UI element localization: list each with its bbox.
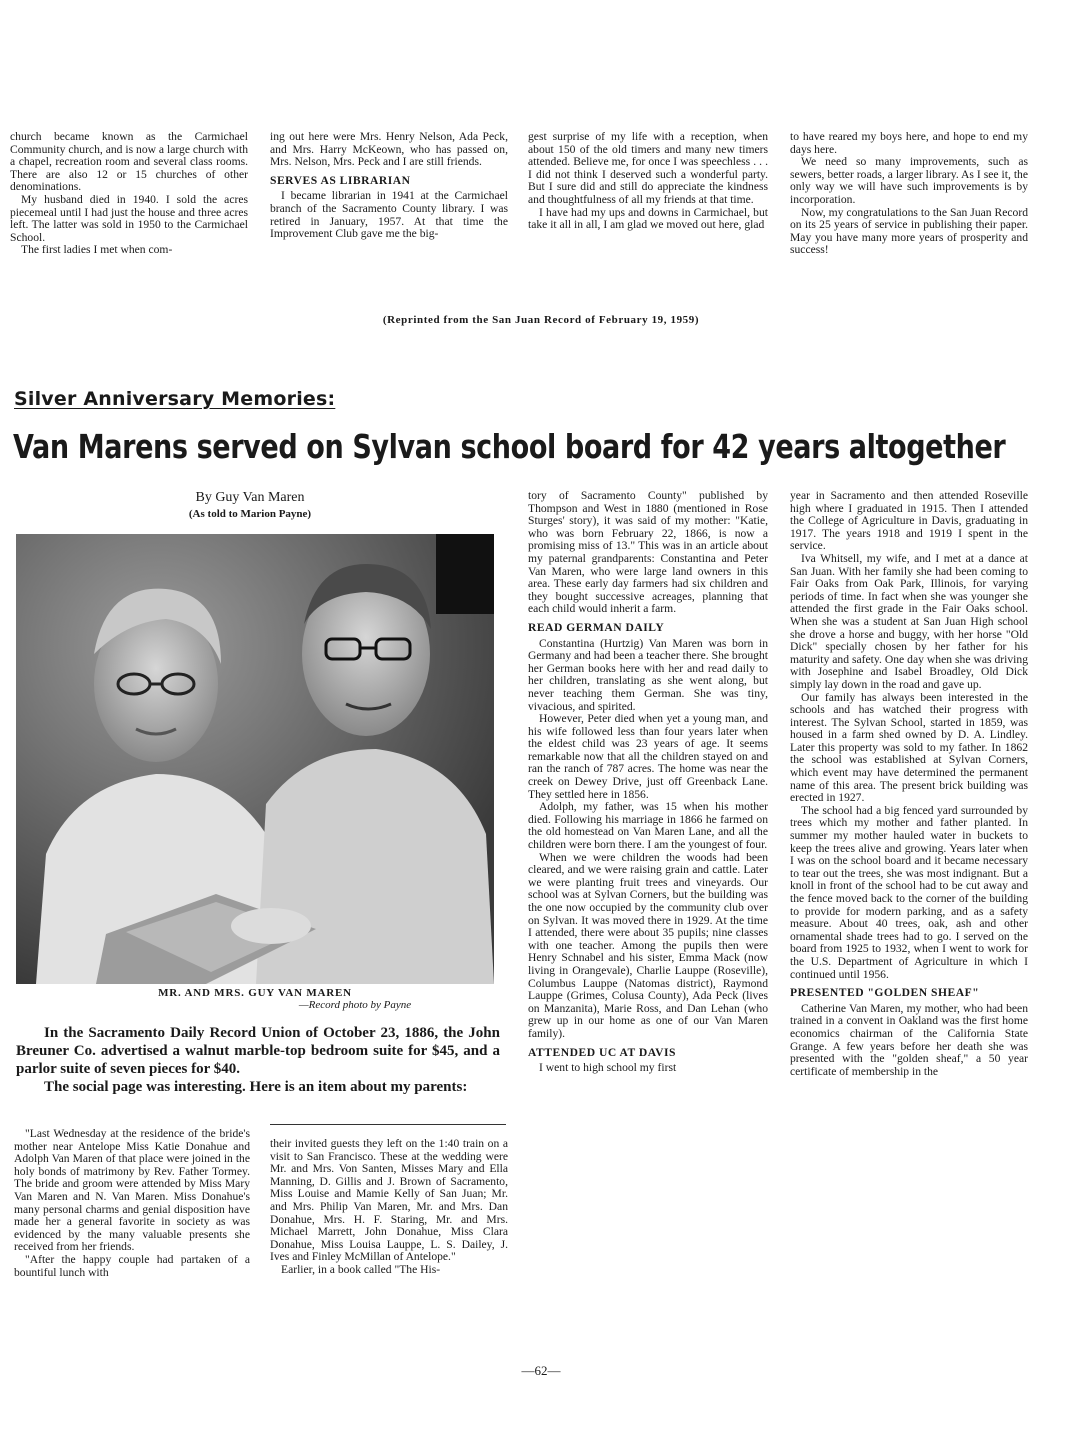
lede-para-2: The social page was interesting. Here is an item about my parents:	[44, 1079, 468, 1095]
caption-text: MR. AND MRS. GUY VAN MAREN	[158, 987, 352, 999]
story-col4-para-2: Iva Whitsell, my wife, and I met at a dance at San Juan. With her family she had been coming to Fair Oaks from Oak Park, Illinois, for varying periods of time. In fact when she was younger she attended the first grade in the Fair Oaks school. When she was a student at San Juan High school she drove a horse and buggy, with her horse "Old Dick" specially chosen by her father for his maturity and safety. One day when she was driving with Josephine and Isabel Broadley, Old Dick simply lay down in the road and gave up.	[790, 551, 1028, 691]
top-col4-para-2: We need so many improvements, such as sewers, better roads, a larger library. As I see it, the only way we will have such improvements is by incorporation.	[790, 155, 1028, 206]
top-column-3	[528, 131, 768, 232]
subhead-presented-golden-sheaf: PRESENTED "GOLDEN SHEAF"	[790, 986, 980, 1000]
photo-caption	[16, 987, 494, 1011]
top-col1-para-3: The first ladies I met when com-	[21, 243, 173, 257]
headline: Van Marens served on Sylvan school board for 42 years altogether	[13, 427, 1006, 466]
subhead-attended-uc-at-davis: ATTENDED UC AT DAVIS	[528, 1045, 676, 1059]
top-col4-para-3: Now, my congratulations to the San Juan Record on its 25 years of service in publishing their paper. May you have many more years of prosperity and success!	[790, 205, 1028, 257]
subhead-read-german-daily: READ GERMAN DAILY	[528, 620, 665, 634]
top-column-2	[270, 131, 508, 241]
photo-mr-mrs-van-maren	[16, 534, 494, 984]
byline-as-told: (As told to Marion Payne)	[188, 508, 312, 520]
section-kicker: Silver Anniversary Memories:	[14, 388, 336, 410]
divider-rule	[270, 1124, 506, 1125]
story-col3-para-3: However, Peter died when yet a young man, and his wife followed less than four years later when the eldest child was 23 years of age. It seems remarkable now that all the children stayed on and ran the ranch of 787 acres. The home was near the creek on Dewey Drive, just off Greenback Lane. They settled here in 1856.	[528, 712, 768, 801]
story-column-1	[14, 1128, 250, 1279]
story-col3-para-1: tory of Sacramento County" published by Thompson and West in 1880 (mentioned in Rose Sturges' story), it was said of my mother: "Katie, who was born February 22, 1866, is now a promising miss of 13." This was in an article about my paternal grandparents: Constantina and Peter Van Maren, who were large land owners in this area. These early day farmers had six children and they bought successive acreages, planning that each child would inherit a farm.	[528, 489, 768, 616]
top-col2-para-2: I became librarian in 1941 at the Carmichael branch of the Sacramento County library. I was retired in January, 1957. At that time the Improvement Club gave me the big-	[270, 189, 508, 241]
lede-para-1: In the Sacramento Daily Record Union of October 23, 1886, the John Breuner Co. advertised a walnut marble-top bedroom suite for $45, and a parlor suite of seven pieces for $40.	[16, 1025, 500, 1077]
top-col3-para-1: gest surprise of my life with a reception, when about 150 of the old timers and many new timers attended. Believe me, for once I was speechless . . . I did not think I deserved such a wonderful party. But I sure did and still do appreciate the kindness and thoughtfulness of all my friends at that time.	[528, 130, 768, 206]
story-col3-para-6: I went to high school my first	[539, 1061, 677, 1075]
story-col3-para-4: Adolph, my father, was 15 when his mother died. Following his marriage in 1866 he farmed on the old homestead on Van Maren Lane, and all the children were born there. I am the youngest of four.	[528, 800, 768, 852]
photo-illustration	[16, 534, 494, 984]
story-col2-para-2: Earlier, in a book called "The His-	[281, 1262, 441, 1276]
story-col4-para-5: Catherine Van Maren, my mother, who had been trained in a convent in Oakland was the first home economics chairman of the California State Grange. A few years before her death she was presented with the "golden sheaf," a 50 year certificate of membership in the	[790, 1001, 1028, 1078]
story-col4-para-3: Our family has always been interested in the schools and has watched their progress with interest. The Sylvan School, started in 1859, was housed in a farm shed owned by D. A. Lindley. Later this property was sold to my father. In 1862 the school was established at Sylvan Corners, which event may have determined the permanent name of this area. The present brick building was erected in 1927.	[790, 690, 1028, 805]
lede	[16, 1024, 500, 1096]
story-column-2	[270, 1138, 508, 1277]
reprint-note: (Reprinted from the San Juan Record of February 19, 1959)	[382, 314, 700, 326]
top-col3-para-2: I have had my ups and downs in Carmichael, but take it all in all, I am glad we moved out here, glad	[528, 205, 768, 232]
top-col2-para-1: ing out here were Mrs. Henry Nelson, Ada Peck, and Mrs. Harry McKeown, who has passed on, Mrs. Nelson, Mrs. Peck and I are still friends.	[270, 130, 508, 169]
story-col4-para-1: year in Sacramento and then attended Roseville high where I graduated in 1915. Then I attended the College of Agriculture in Davis, graduating in 1917. The years 1918 and 1919 I spent in the service.	[790, 489, 1028, 553]
top-column-1	[10, 131, 248, 257]
page-number: —62—	[521, 1363, 561, 1378]
top-col4-para-1: to have reared my boys here, and hope to end my days here.	[790, 130, 1028, 156]
top-col1-para-1: church became known as the Carmichael Community church, and is now a large church with a chapel, recreation room and several class rooms. There are also 12 or 15 churches of other denominations.	[10, 130, 248, 194]
story-column-4	[790, 490, 1028, 1078]
byline	[120, 490, 380, 522]
top-col1-para-2: My husband died in 1940. I sold the acres piecemeal until I had just the house and three acres left. The latter was sold in 1950 to the Carmichael School.	[10, 192, 248, 244]
byline-author: By Guy Van Maren	[195, 490, 305, 505]
story-col3-para-2: Constantina (Hurtzig) Van Maren was born in Germany and had been a teacher there. She brought her German books here with her and read daily to her children, translating as she went along, but never teaching them German. She was tiny, vivacious, and spirited.	[528, 636, 768, 713]
top-column-4	[790, 131, 1028, 257]
story-col2-para-1: their invited guests they left on the 1:40 train on a visit to San Francisco. These at the wedding were Mr. and Mrs. Von Santen, Misses Mary and Ella Manning, D. Gillis and J. Brown of Sacramento, Miss Louise and Mamie Kelly of San Juan; Mr. and Mrs. Philip Van Maren, Mr. and Mrs. Dan Donahue, Mrs. H. F. Staring, Mr. and Mrs. Michael Marrett, John Donahue, Miss Clara Donahue, Miss Louisa Lauppe, L. S. Dailey, J. Ives and Finley McMillan of Antelope."	[270, 1137, 508, 1264]
story-col1-para-2: "After the happy couple had partaken of a bountiful lunch with	[14, 1252, 250, 1279]
subhead-serves-as-librarian: SERVES AS LIBRARIAN	[270, 173, 411, 187]
photo-credit: —Record photo by Payne	[298, 999, 412, 1011]
story-col3-para-5: When we were children the woods had been cleared, and we were raising grain and cattle. Later we were planting fruit trees and vineyards. Our school was at Sylvan Corners, but the building was the one now occupied by the community club over on Sylvan. It was moved there in 1929. At the time I attended, there were about 35 pupils; nine classes with one teacher. Among the pupils then were Henry Schnabel and his sister, Emma Mack (now living in Orangevale), Charlie Lauppe (Roseville), Columbus Lauppe (Natomas district), Raymond Lauppe (Grimes, Colusa County), Ada Peck (lives on Manzanita), Marie Ross, and Dan Lehan (who grew up in our home as one of our Van Maren family).	[528, 850, 768, 1040]
story-col1-para-1: "Last Wednesday at the residence of the bride's mother near Antelope Miss Katie Donahue and Adolph Van Maren of that place were joined in the holy bonds of matrimony by Rev. Father Tormey. The bride and groom were attended by Miss Mary Van Maren and N. Van Maren. Miss Donahue's many personal charms and genial disposition have made her a general favorite in society as was evidenced by the many valuable presents she received from her friends.	[14, 1127, 250, 1254]
story-column-3	[528, 490, 768, 1075]
story-col4-para-4: The school had a big fenced yard surrounded by trees which my mother and father planted. In summer my mother hauled water in buckets to keep the trees alive and growing. Years later when I was on the school board and it became necessary to tear out the trees, she was most indignant. But a knoll in front of the school had to be cut away and the fence moved back to the corner of the building to provide for modern parking, and as a safety measure. About 40 trees, oak, ash and other ornamental shade trees had to go. I served on the board from 1925 to 1932, when I went to work for the U.S. Department of Agriculture in which I continued until 1956.	[790, 803, 1028, 981]
